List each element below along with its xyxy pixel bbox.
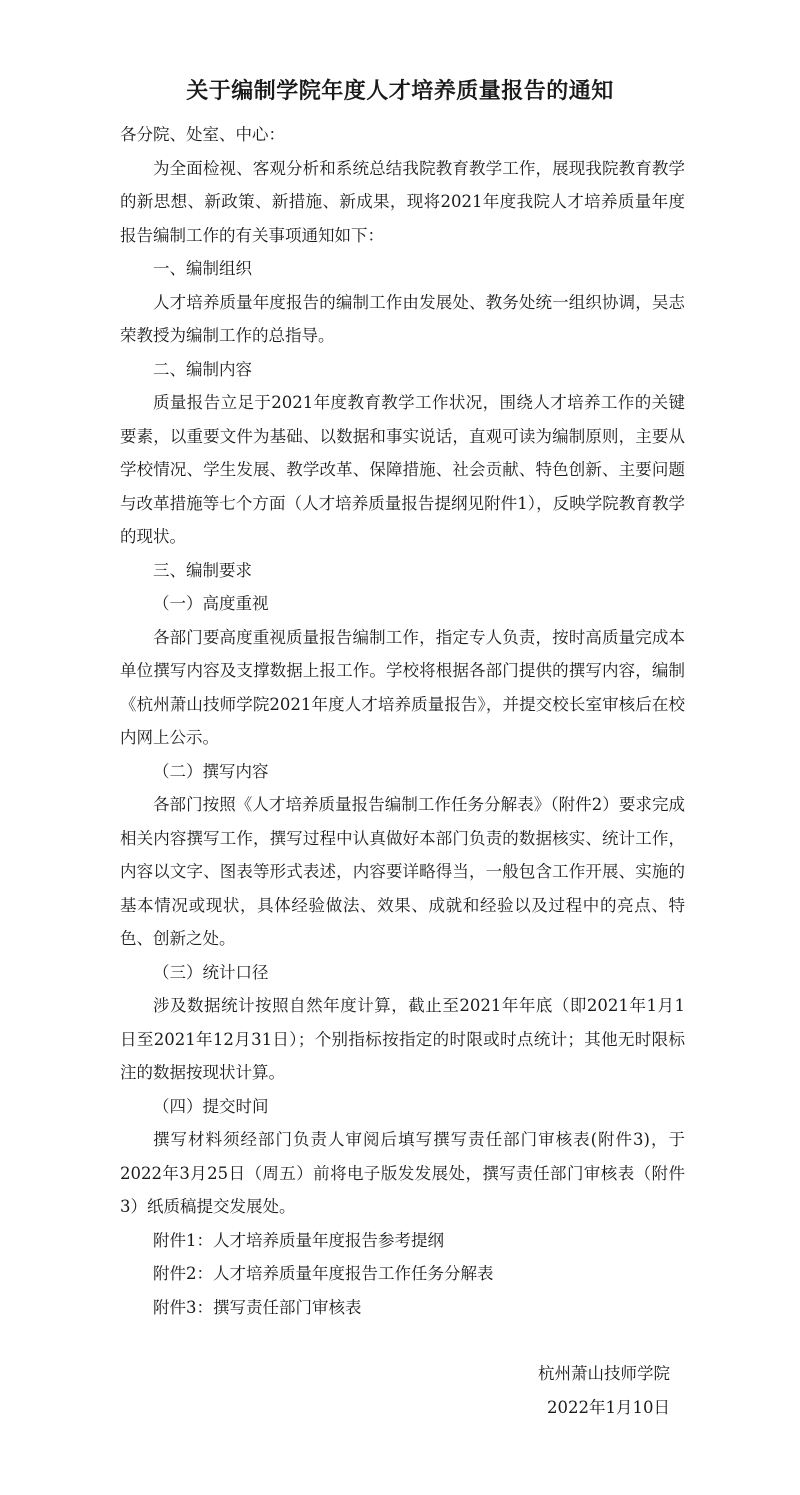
document-title: 关于编制学院年度人才培养质量报告的通知 [186,78,614,104]
attachment-item: 附件3：撰写责任部门审核表 [153,1297,362,1317]
subsection-3-body: 涉及数据统计按照自然年度计算，截止至2021年年底（即2021年1月1日至2021年12月31日）；个别指标按指定的时限或时点统计；其他无时限标注的数据按现状计算。 [120,996,685,1082]
salutation: 各分院、处室、中心： [120,125,285,144]
subsection-1-heading: （一）高度重视 [153,594,269,613]
subsection-1-body: 各部门要高度重视质量报告编制工作，指定专人负责，按时高质量完成本单位撰写内容及支撑数据上报工作。学校将根据各部门提供的撰写内容，编制《杭州萧山技师学院2021年度人才培养质量报告》，并提交校长室审核后在校内网上公示。 [120,627,685,747]
signature-date: 2022年1月10日 [547,1398,670,1417]
subsection-2-heading: （二）撰写内容 [153,761,269,781]
subsection-4-heading: （四）提交时间 [153,1096,269,1116]
section-1-body: 人才培养质量年度报告的编制工作由发展处、教务处统一组织协调，吴志荣教授为编制工作的总指导。 [120,292,685,345]
intro-paragraph: 为全面检视、客观分析和系统总结我院教育教学工作，展现我院教育教学的新思想、新政策、新措施、新成果，现将2021年度我院人才培养质量年度报告编制工作的有关事项通知如下： [120,158,685,245]
section-2-heading: 二、编制内容 [153,359,252,379]
subsection-2-body: 各部门按照《人才培养质量报告编制工作任务分解表》（附件2）要求完成相关内容撰写工作，撰写过程中认真做好本部门负责的数据核实、统计工作，内容以文字、图表等形式表述，内容要详略得当，一般包含工作开展、实施的基本情况或现状，具体经验做法、效果、成就和经验以及过程中的亮点、特色、创新之处。 [120,795,685,948]
subsection-3-heading: （三）统计口径 [153,962,269,982]
section-2-body: 质量报告立足于2021年度教育教学工作状况，围绕人才培养工作的关键要素，以重要文件为基础、以数据和事实说话，直观可读为编制原则，主要从学校情况、学生发展、教学改革、保障措施、社会贡献、特色创新、主要问题与改革措施等七个方面（人才培养质量报告提纲见附件1），反映学院教育教学的现状。 [120,393,685,546]
document-body [120,118,685,1324]
subsection-4-body: 撰写材料须经部门负责人审阅后填写撰写责任部门审核表(附件3)，于2022年3月25日（周五）前将电子版发发展处，撰写责任部门审核表（附件3）纸质稿提交发展处。 [120,1130,685,1216]
section-1-heading: 一、编制组织 [153,259,252,278]
attachment-item: 附件1：人才培养质量年度报告参考提纲 [153,1230,444,1250]
section-3-heading: 三、编制要求 [153,560,252,580]
attachment-item: 附件2：人才培养质量年度报告工作任务分解表 [153,1264,494,1283]
signature-organization: 杭州萧山技师学院 [538,1364,670,1383]
